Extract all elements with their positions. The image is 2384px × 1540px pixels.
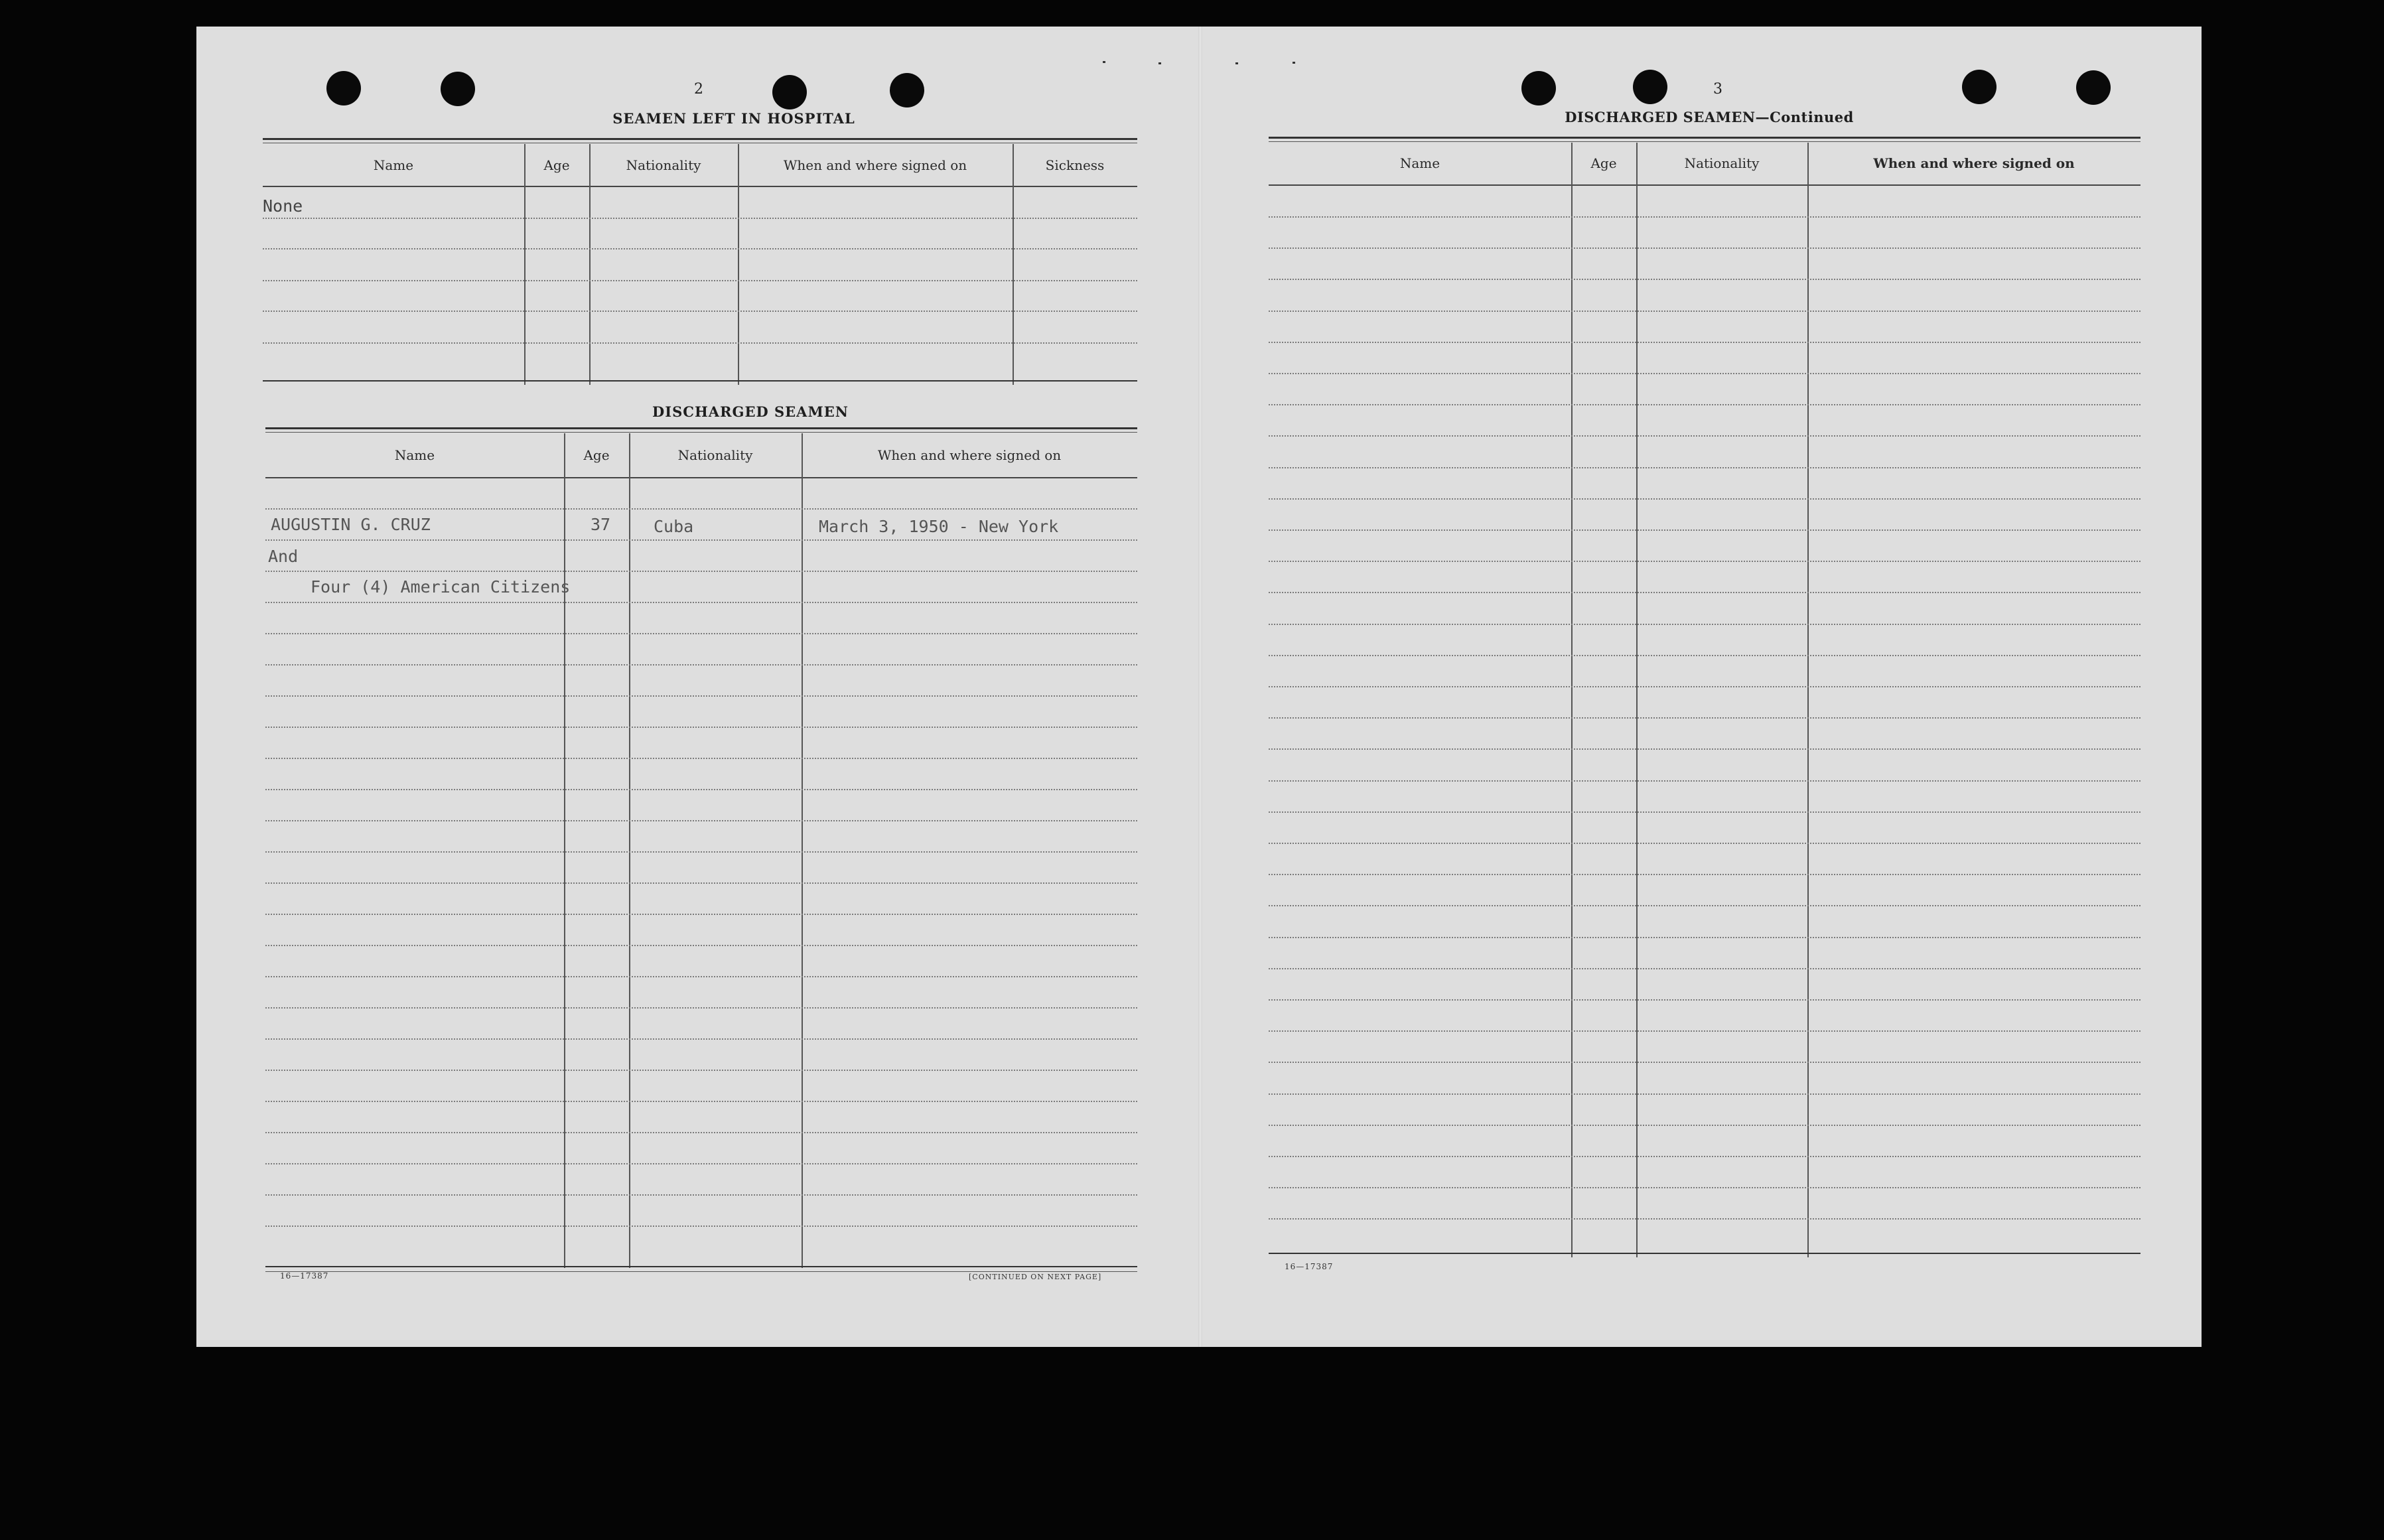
ruled-line — [1269, 686, 2140, 687]
ruled-line — [265, 539, 1137, 541]
discharged-continued-title: DISCHARGED SEAMEN—Continued — [1565, 109, 1854, 125]
column-header-sickness: Sickness — [1045, 157, 1105, 173]
discharged-row-name: Four (4) American Citizens — [311, 577, 571, 596]
ruled-line — [1269, 874, 2140, 875]
ruled-line — [1269, 937, 2140, 938]
ruled-line — [265, 1225, 1137, 1227]
ruled-line — [265, 789, 1137, 790]
ruled-line — [1269, 279, 2140, 280]
column-header-nationality: Nationality — [677, 447, 753, 463]
form-number: 16—17387 — [1285, 1262, 1334, 1271]
punch-hole — [441, 72, 475, 106]
ruled-line — [1269, 216, 2140, 218]
column-header-age: Age — [1590, 155, 1617, 171]
discharged-section-title: DISCHARGED SEAMEN — [652, 403, 849, 420]
ruled-line — [1269, 843, 2140, 844]
punch-hole — [1521, 71, 1556, 105]
ruled-line — [265, 664, 1137, 665]
punch-hole — [890, 73, 924, 107]
punch-hole — [1962, 70, 1997, 104]
ruled-line — [265, 1038, 1137, 1040]
column-header-nationality: Nationality — [1684, 155, 1760, 171]
ruled-line — [265, 633, 1137, 634]
speck — [1158, 62, 1161, 64]
page-number: 3 — [1713, 81, 1722, 98]
ruled-line — [1269, 811, 2140, 813]
form-number: 16—17387 — [280, 1271, 329, 1281]
punch-hole — [326, 71, 361, 105]
punch-hole — [2076, 70, 2111, 105]
ruled-line — [265, 1132, 1137, 1133]
ruled-line — [265, 695, 1137, 697]
column-header-signed-on: When and where signed on — [877, 447, 1062, 463]
center-fold — [1198, 27, 1202, 1347]
ruled-line — [1269, 498, 2140, 500]
column-header-name: Name — [394, 447, 435, 463]
ruled-line — [1269, 1156, 2140, 1157]
hospital-section-title: SEAMEN LEFT IN HOSPITAL — [612, 110, 855, 127]
ruled-line — [1269, 373, 2140, 374]
hospital-table — [263, 138, 1137, 411]
ruled-line — [265, 727, 1137, 728]
speck — [1103, 61, 1105, 63]
ruled-line — [1269, 1187, 2140, 1188]
speck — [1293, 62, 1295, 64]
ruled-line — [1269, 624, 2140, 625]
ruled-line — [1269, 1062, 2140, 1063]
speck — [1235, 62, 1238, 64]
column-header-age: Age — [583, 447, 610, 463]
crew-list-sheet — [196, 27, 2202, 1347]
ruled-line — [1269, 435, 2140, 437]
column-header-name: Name — [1399, 155, 1440, 171]
ruled-line — [1269, 529, 2140, 531]
ruled-line — [265, 571, 1137, 572]
ruled-line — [265, 1101, 1137, 1102]
ruled-line — [265, 1163, 1137, 1164]
ruled-line — [1269, 1030, 2140, 1032]
ruled-line — [1269, 247, 2140, 249]
ruled-line — [1269, 404, 2140, 405]
discharged-row-nationality: Cuba — [654, 517, 694, 536]
ruled-line — [265, 602, 1137, 603]
ruled-line — [1269, 717, 2140, 719]
discharged-continued-table — [1269, 137, 2140, 1291]
ruled-line — [1269, 780, 2140, 782]
ruled-line — [265, 758, 1137, 759]
discharged-row-age: 37 — [591, 515, 611, 534]
punch-hole — [1633, 70, 1667, 104]
ruled-line — [1269, 1093, 2140, 1095]
column-header-signed-on: When and where signed on — [1873, 155, 2075, 171]
punch-hole — [772, 75, 807, 109]
ruled-line — [1269, 467, 2140, 468]
ruled-line — [1269, 1218, 2140, 1220]
ruled-line — [1269, 1125, 2140, 1126]
column-header-nationality: Nationality — [626, 157, 701, 173]
ruled-line — [265, 508, 1137, 510]
ruled-line — [265, 1007, 1137, 1009]
discharged-row-signed-on: March 3, 1950 - New York — [819, 517, 1059, 536]
continued-note: [CONTINUED ON NEXT PAGE] — [969, 1273, 1102, 1281]
ruled-line — [1269, 748, 2140, 750]
ruled-line — [1269, 561, 2140, 562]
page-number: 2 — [694, 81, 703, 98]
ruled-line — [265, 945, 1137, 946]
discharged-row-name: And — [268, 547, 299, 566]
hospital-row-name: None — [263, 196, 303, 216]
column-header-signed-on: When and where signed on — [783, 157, 967, 173]
ruled-line — [1269, 592, 2140, 593]
ruled-line — [1269, 905, 2140, 906]
column-header-name: Name — [373, 157, 414, 173]
ruled-line — [1269, 342, 2140, 343]
ruled-line — [1269, 655, 2140, 656]
ruled-line — [265, 851, 1137, 853]
ruled-line — [265, 914, 1137, 915]
discharged-row-name: AUGUSTIN G. CRUZ — [271, 515, 431, 534]
column-header-age: Age — [543, 157, 570, 173]
ruled-line — [265, 1070, 1137, 1071]
discharged-table — [265, 427, 1137, 1290]
ruled-line — [1269, 999, 2140, 1001]
ruled-line — [265, 976, 1137, 977]
ruled-line — [1269, 968, 2140, 969]
ruled-line — [265, 820, 1137, 821]
ruled-line — [1269, 311, 2140, 312]
ruled-line — [265, 1194, 1137, 1196]
ruled-line — [265, 882, 1137, 884]
